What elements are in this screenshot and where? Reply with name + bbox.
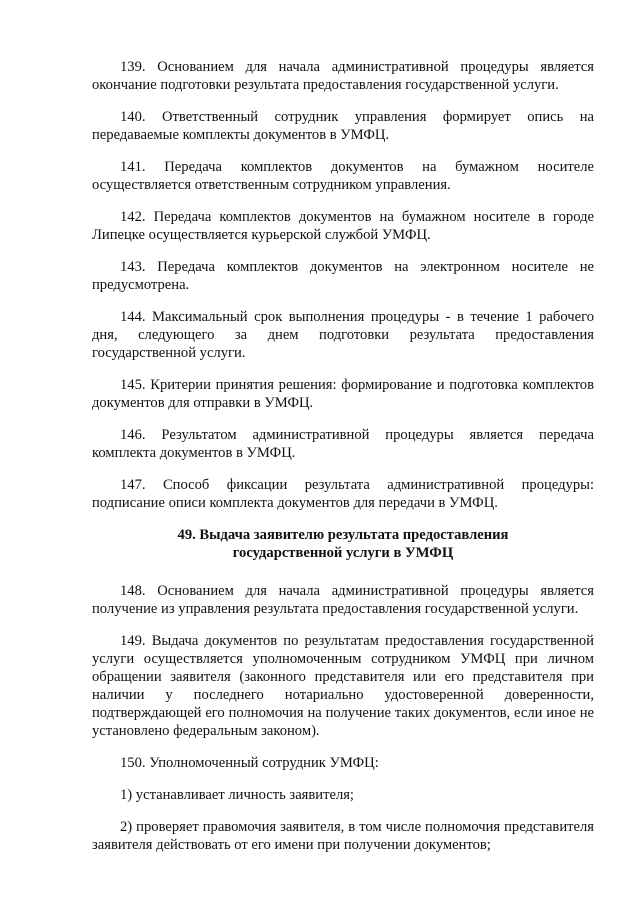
paragraph-144: 144. Максимальный срок выполнения процедуры - в течение 1 рабочего дня, следующего за днем подготовки результата предоставления государственной услуги. [92, 309, 594, 361]
paragraph-141: 141. Передача комплектов документов на бумажном носителе осуществляется ответственным сотрудником управления. [92, 159, 594, 193]
section-heading-line-1: 49. Выдача заявителю результата предоставления [177, 527, 509, 543]
paragraph-150: 150. Уполномоченный сотрудник УМФЦ: [120, 755, 379, 771]
paragraph-149: 149. Выдача документов по результатам предоставления государственной услуги осуществляется уполномоченным сотрудником УМФЦ при личном обращении заявителя (законного представителя или его представителя при наличии у последнего нотариально удостоверенной доверенности, подтверждающей его полномочия на получение таких документов, если иное не установлено федеральным законом). [92, 633, 594, 739]
paragraph-148: 148. Основанием для начала административной процедуры является получение из управления результата предоставления государственной услуги. [92, 583, 594, 617]
paragraph-142: 142. Передача комплектов документов на бумажном носителе в городе Липецке осуществляется курьерской службой УМФЦ. [92, 209, 594, 243]
paragraph-143: 143. Передача комплектов документов на электронном носителе не предусмотрена. [92, 259, 594, 293]
section-heading [92, 526, 594, 562]
section-heading-line-2: государственной услуги в УМФЦ [232, 545, 454, 561]
document-page [92, 58, 594, 868]
paragraph-147: 147. Способ фиксации результата административной процедуры: подписание описи комплекта документов для передачи в УМФЦ. [92, 477, 594, 511]
list-item-1: 1) устанавливает личность заявителя; [120, 787, 354, 803]
paragraph-145: 145. Критерии принятия решения: формирование и подготовка комплектов документов для отправки в УМФЦ. [92, 377, 594, 411]
paragraph-139: 139. Основанием для начала административной процедуры является окончание подготовки результата предоставления государственной услуги. [92, 59, 594, 93]
paragraph-146: 146. Результатом административной процедуры является передача комплекта документов в УМФЦ. [92, 427, 594, 461]
list-item-2: 2) проверяет правомочия заявителя, в том числе полномочия представителя заявителя действовать от его имени при получении документов; [92, 819, 594, 853]
paragraph-140: 140. Ответственный сотрудник управления формирует опись на передаваемые комплекты документов в УМФЦ. [92, 109, 594, 143]
